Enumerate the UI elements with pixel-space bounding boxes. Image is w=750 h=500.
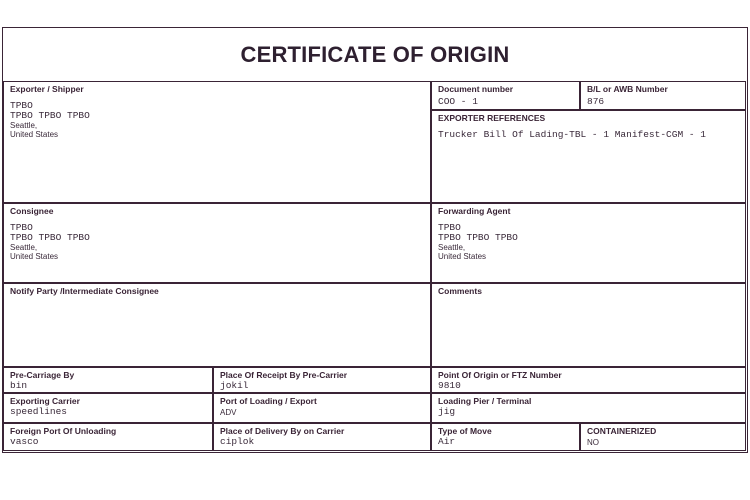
type-of-move-label: Type of Move	[438, 426, 492, 436]
exporter-section	[3, 81, 431, 203]
document-number-value: COO - 1	[438, 96, 478, 107]
pre-carriage-value: bin	[10, 380, 28, 391]
exporter-line1: TPBO	[10, 100, 33, 111]
comments-section	[431, 283, 746, 367]
containerized-cell	[580, 423, 746, 451]
type-of-move-value: Air	[438, 436, 456, 447]
notify-party-section	[3, 283, 431, 367]
point-of-origin-value: 9810	[438, 380, 461, 391]
place-of-delivery-cell	[213, 423, 431, 451]
forwarding-agent-section	[431, 203, 746, 283]
consignee-city: Seattle,	[10, 243, 38, 252]
exporter-references-value: Trucker Bill Of Lading-TBL - 1 Manifest-CGM - 1	[438, 129, 706, 140]
exporter-references-label: EXPORTER REFERENCES	[438, 113, 546, 123]
type-of-move-cell	[431, 423, 580, 451]
forwarding-agent-line1: TPBO	[438, 222, 461, 233]
consignee-section	[3, 203, 431, 283]
bl-awb-cell	[580, 81, 746, 110]
place-of-receipt-cell	[213, 367, 431, 393]
forwarding-agent-label: Forwarding Agent	[438, 206, 511, 216]
bl-awb-value: 876	[587, 96, 605, 107]
consignee-line1: TPBO	[10, 222, 33, 233]
document-title: CERTIFICATE OF ORIGIN	[240, 41, 510, 67]
forwarding-agent-line2: TPBO TPBO TPBO	[438, 232, 518, 243]
point-of-origin-cell	[431, 367, 746, 393]
exporting-carrier-cell	[3, 393, 213, 423]
bl-awb-label: B/L or AWB Number	[587, 84, 668, 94]
pre-carriage-cell	[3, 367, 213, 393]
exporter-line2: TPBO TPBO TPBO	[10, 110, 90, 121]
loading-pier-value: jig	[438, 406, 456, 417]
exporter-label: Exporter / Shipper	[10, 84, 84, 94]
forwarding-agent-city: Seattle,	[438, 243, 466, 252]
exporter-references-cell	[431, 110, 746, 203]
exporting-carrier-value: speedlines	[10, 406, 68, 417]
consignee-label: Consignee	[10, 206, 54, 216]
place-of-receipt-label: Place Of Receipt By Pre-Carrier	[220, 370, 348, 380]
comments-label: Comments	[438, 286, 482, 296]
consignee-country: United States	[10, 252, 59, 261]
forwarding-agent-country: United States	[438, 252, 487, 261]
certificate-form	[2, 27, 748, 453]
loading-pier-label: Loading Pier / Terminal	[438, 396, 532, 406]
place-of-delivery-label: Place of Delivery By on Carrier	[220, 426, 345, 436]
port-of-loading-value: ADV	[220, 408, 237, 417]
containerized-value: NO	[587, 438, 599, 447]
loading-pier-cell	[431, 393, 746, 423]
point-of-origin-label: Point Of Origin or FTZ Number	[438, 370, 562, 380]
exporter-country: United States	[10, 130, 59, 139]
notify-party-label: Notify Party /Intermediate Consignee	[10, 286, 159, 296]
containerized-label: CONTAINERIZED	[587, 426, 657, 436]
exporting-carrier-label: Exporting Carrier	[10, 396, 80, 406]
foreign-port-cell	[3, 423, 213, 451]
foreign-port-label: Foreign Port Of Unloading	[10, 426, 117, 436]
exporter-city: Seattle,	[10, 121, 38, 130]
port-of-loading-label: Port of Loading / Export	[220, 396, 317, 406]
foreign-port-value: vasco	[10, 436, 39, 447]
consignee-line2: TPBO TPBO TPBO	[10, 232, 90, 243]
port-of-loading-cell	[213, 393, 431, 423]
pre-carriage-label: Pre-Carriage By	[10, 370, 75, 380]
place-of-receipt-value: jokil	[220, 380, 249, 391]
place-of-delivery-value: ciplok	[220, 436, 255, 447]
document-number-label: Document number	[438, 84, 514, 94]
document-number-cell	[431, 81, 580, 110]
